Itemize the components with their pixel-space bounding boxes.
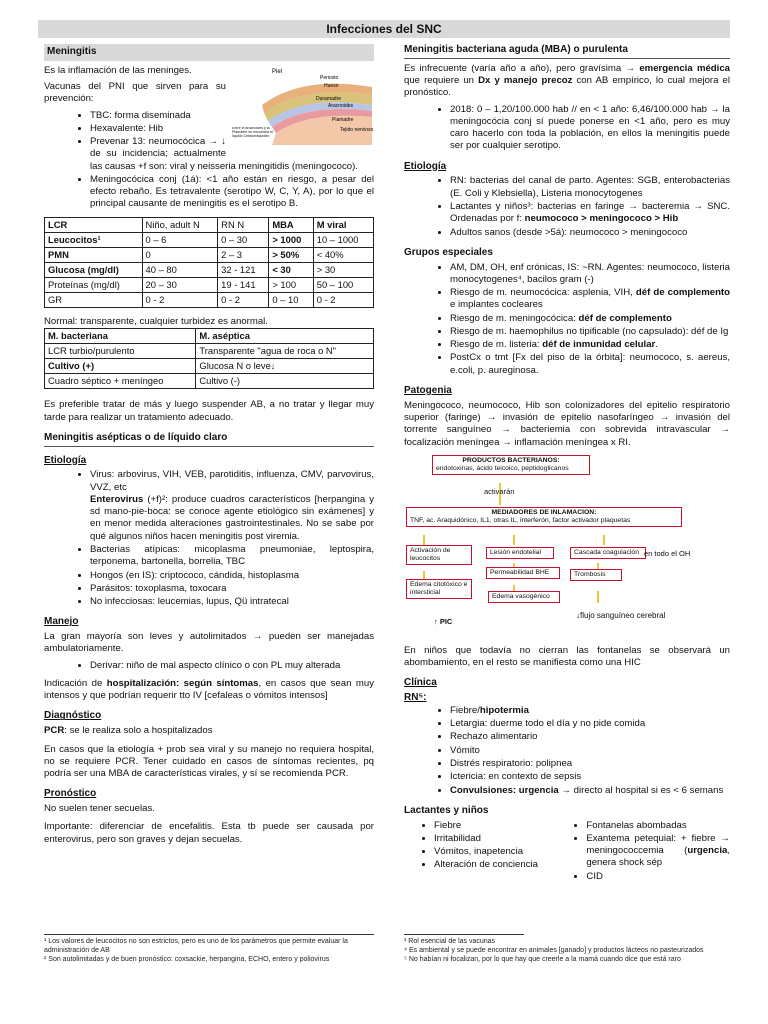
label-tejido: Tejido nervioso bbox=[340, 126, 374, 133]
list-item: • Parásitos: toxoplasma, toxocara bbox=[90, 583, 374, 595]
importante-text: Importante: diferenciar de encefalitis. Esta tb puede ser causada por enterovirus, pero son graves y dejan secuelas. bbox=[44, 821, 374, 845]
fontanelas-text: En niños que todavía no cierran las fontanelas se observará un abombamiento, en el resto se manifiesta como una HIC bbox=[404, 644, 730, 669]
manejo-list bbox=[44, 660, 374, 672]
subheading-clinica: Clínica bbox=[404, 677, 437, 689]
hospitalizacion-text: Indicación de hospitalización: según síntomas, en casos que sean muy intensos y que podrían requerir tto IV [cefaleas o vómitos intensos] bbox=[44, 677, 374, 702]
table-row bbox=[45, 262, 374, 277]
list-item: • Riesgo de m. neumocócica: asplenia, VIH, déf de complemento e implantes cocleares bbox=[450, 287, 730, 312]
table-cell: Leucocitos¹ bbox=[45, 232, 143, 247]
list-item bbox=[90, 469, 374, 543]
footnote: ¹ Los valores de leucocitos no son estrictos, pero es uno de los parámetros que permite evaluar la administración de AB bbox=[44, 938, 348, 954]
list-item: • Exantema petequial: + fiebre → meningococcemia (urgencia, genera shock sép bbox=[586, 833, 730, 870]
subheading-etiologia: Etiología bbox=[44, 454, 87, 466]
list-item: • Ictericia: en contexto de sepsis bbox=[450, 771, 730, 783]
mediadores-box: MEDIADORES DE INLAMACION: TNF, ac. Araquidónico, IL1, otras IL, interferón, factor activador plaquetas bbox=[406, 507, 682, 527]
table-cell: Cultivo (+) bbox=[45, 359, 196, 374]
list-item: • Riesgo de m. meningocócica: déf de complemento bbox=[450, 313, 730, 325]
patogenia-text: Meningococo, neumococo, Hib son colonizadores del epitelio respiratorio superior (faringe) → invasión de epitelio nasofaríngeo → invasión del torrente sanguíneo → bacteriemia con sobrevida intravascular → focalización meníngea → inflamación meníngea x RI. bbox=[404, 399, 730, 448]
list-item-text: Virus: arbovirus, VIH, VEB, parotiditis, influenza, CMV, parvovirus, VVZ, etc bbox=[90, 469, 374, 493]
edema-citotoxico-box: Edema citotóxico e intersticial bbox=[406, 579, 472, 599]
edema-vasogenico-box: Edema vasogénico bbox=[488, 591, 560, 603]
etiologia-mba-list bbox=[404, 175, 730, 238]
enterovirus-label: Enterovirus bbox=[90, 493, 144, 505]
grupos-list bbox=[404, 262, 730, 377]
preferible-text: Es preferible tratar de más y luego suspender AB, a no tratar y llegar muy tarde para realizar un tratamiento adecuado. bbox=[44, 399, 374, 423]
subheading-diagnostico: Diagnóstico bbox=[44, 710, 102, 722]
label-aracnoides: Aracnoides bbox=[328, 102, 354, 109]
patogenia-diagram bbox=[404, 453, 730, 641]
table-cell: Glucosa (mg/dl) bbox=[45, 262, 143, 277]
table-cell: 10 – 1000 bbox=[313, 232, 373, 247]
lactantes-lists bbox=[404, 820, 730, 888]
table-row bbox=[45, 247, 374, 262]
list-item: • Hongos (en IS): criptococo, cándida, histoplasma bbox=[90, 570, 374, 582]
table-row bbox=[45, 359, 374, 374]
subheading-patogenia: Patogenia bbox=[404, 384, 452, 396]
table-cell: M. bacteriana bbox=[45, 329, 196, 344]
list-item: • Riesgo de m. haemophilus no tipificable (no capsulado): déf de Ig bbox=[450, 326, 730, 338]
label-espacio: Entre el aracnoides y la Piamadre se encuentra el líquido Cefalorraquídeo bbox=[232, 126, 273, 138]
list-item: • AM, DM, OH, enf crónicas, IS: ~RN. Agentes: neumococo, listeria monocytogenes⁴, bacilos gram (-) bbox=[450, 262, 730, 287]
table-row bbox=[45, 374, 374, 389]
table-cell: < 30 bbox=[269, 262, 313, 277]
table-cell: RN N bbox=[218, 217, 269, 232]
subheading-pronostico: Pronóstico bbox=[44, 788, 97, 800]
bacteriana-aseptica-table bbox=[44, 328, 374, 389]
list-item: • Hexavalente: Hib bbox=[90, 123, 374, 135]
table-cell: 32 - 121 bbox=[218, 262, 269, 277]
right-column bbox=[404, 44, 730, 888]
etiologia-list bbox=[44, 469, 374, 608]
lesion-box: Lesión endotelial bbox=[486, 547, 554, 559]
list-item: • Alteración de conciencia bbox=[434, 859, 556, 871]
table-cell: Niño, adult N bbox=[142, 217, 218, 232]
enterovirus-text: (+f)²: produce cuadros característicos [herpangina y sd mano-pie-boca: se conoce agente etiológico sin exámenes] y en menor medida alteraciones gastrointestinales. No se sabe por qué algunos niños hacen meningitis post viremia. bbox=[90, 493, 374, 542]
table-cell: Cuadro séptico + meníngeo bbox=[45, 374, 196, 389]
list-item: • Prevenar 13: neumocócica → ↓ de su incidencia; actualmente las causas +f son: viral y neisseria meningitidis (meningococo). bbox=[90, 136, 374, 173]
rn-list bbox=[404, 705, 730, 797]
table-cell: 0 bbox=[142, 247, 218, 262]
subheading-etiologia-mba: Etiología bbox=[404, 160, 447, 172]
table-cell: PMN bbox=[45, 247, 143, 262]
footnotes-right bbox=[404, 934, 730, 964]
list-item: • Adultos sanos (desde >5á): neumococo > meningococo bbox=[450, 227, 730, 239]
lactantes-list-1 bbox=[404, 820, 556, 884]
table-row bbox=[45, 232, 374, 247]
productos-box: PRODUCTOS BACTERIANOS: endotoxinas, ácido teicoico, peptidoglicanos bbox=[432, 455, 590, 475]
table-cell: 0 – 6 bbox=[142, 232, 218, 247]
list-item: • Meningocócica conj (1á): <1 año están en riesgo, a pesar del efecto rebaño. Es tetravalente (serotipo W, C, Y, A), por lo que el principal causante de meningitis es el serotipo B. bbox=[90, 174, 374, 211]
table-cell: 50 – 100 bbox=[313, 277, 373, 292]
permeabilidad-box: Permeabilidad BHE bbox=[486, 567, 560, 579]
table-row bbox=[45, 292, 374, 307]
pic-label: ↑ PIC bbox=[434, 616, 453, 626]
list-item: • Letargia: duerme todo el día y no pide comida bbox=[450, 718, 730, 730]
meninges-illustration bbox=[232, 65, 374, 147]
activan-label: activarán bbox=[484, 486, 515, 496]
diagnostico-text: PCR: se le realiza solo a hospitalizados bbox=[44, 725, 213, 737]
label-hueso: Hueso bbox=[324, 82, 339, 89]
list-item: • Vómitos, inapetencia bbox=[434, 846, 556, 858]
table-cell: > 50% bbox=[269, 247, 313, 262]
table-cell: 0 – 30 bbox=[218, 232, 269, 247]
page-title: Infecciones del SNC bbox=[38, 20, 730, 38]
activacion-box: Activación de leucocitos bbox=[406, 545, 472, 565]
mba-list bbox=[404, 104, 730, 153]
table-cell: > 30 bbox=[313, 262, 373, 277]
table-cell: > 1000 bbox=[269, 232, 313, 247]
list-item: • Distrés respiratorio: polipnea bbox=[450, 758, 730, 770]
left-column bbox=[44, 44, 374, 850]
table-cell: LCR bbox=[45, 217, 143, 232]
label-periosto: Periosto bbox=[320, 74, 339, 81]
list-item: • RN: bacterias del canal de parto. Agentes: SGB, enterobacterias (E. Coli y Klebsiella), Listeria monocytogenes bbox=[450, 175, 730, 200]
label-piel: Piel bbox=[272, 68, 283, 75]
table-cell: 0 – 10 bbox=[269, 292, 313, 307]
table-row bbox=[45, 217, 374, 232]
trombosis-box: Trombosis bbox=[570, 569, 622, 581]
lactantes-list-2 bbox=[556, 820, 730, 884]
table-cell: Glucosa N o leve↓ bbox=[196, 359, 374, 374]
list-item: • PostCx o tmt [Fx del piso de la órbita]: neumococo, s. aereus, e.coli, p. aureginosa. bbox=[450, 352, 730, 377]
subheading-manejo: Manejo bbox=[44, 616, 79, 628]
table-cell: Transparente "agua de roca o N" bbox=[196, 344, 374, 359]
subheading-grupos: Grupos especiales bbox=[404, 246, 493, 258]
list-item: • Fiebre/hipotermia bbox=[450, 705, 730, 717]
section-heading-meningitis: Meningitis bbox=[44, 44, 374, 61]
footnotes-left bbox=[44, 934, 374, 964]
pronostico-text: No suelen tener secuelas. bbox=[44, 803, 155, 815]
table-cell: Proteínas (mg/dl) bbox=[45, 277, 143, 292]
table-cell: > 100 bbox=[269, 277, 313, 292]
list-item: • Lactantes y niños³: bacterias en faringe → bacteremia → SNC. Ordenadas por f: neumococo > meningococo > Hib bbox=[450, 201, 730, 226]
table-cell: 40 – 80 bbox=[142, 262, 218, 277]
table-cell: 0 - 2 bbox=[313, 292, 373, 307]
table-cell: 20 – 30 bbox=[142, 277, 218, 292]
normal-note: Normal: transparente, cualquier turbidez es anormal. bbox=[44, 315, 268, 327]
footnote: ⁵ No habían ni focalizan, por lo que hay que creerle a la mamá cuando dice que está raro bbox=[404, 955, 681, 963]
table-cell: M. aséptica bbox=[196, 329, 374, 344]
table-cell: 19 - 141 bbox=[218, 277, 269, 292]
list-item: • Riesgo de m. listeria: déf de inmunidad celular. bbox=[450, 339, 730, 351]
list-item: • Rechazo alimentario bbox=[450, 731, 730, 743]
flujo-label: ↓flujo sanguíneo cerebral bbox=[576, 610, 666, 620]
list-item: • CID bbox=[586, 871, 730, 883]
list-item: • No infecciosas: leucemias, lupus, Qü intratecal bbox=[90, 596, 374, 608]
table-cell: MBA bbox=[269, 217, 313, 232]
section-heading-mba: Meningitis bacteriana aguda (MBA) o purulenta bbox=[404, 44, 730, 59]
table-cell: LCR turbio/purulento bbox=[45, 344, 196, 359]
list-item: • Fiebre bbox=[434, 820, 556, 832]
list-item: • Irritabilidad bbox=[434, 833, 556, 845]
manejo-text: La gran mayoría son leves y autolimitados → pueden ser manejadas ambulatoriamente. bbox=[44, 631, 374, 655]
mba-intro: Es infrecuente (varía año a año), pero gravísima → emergencia médica que requiere un Dx y manejo precoz con AB empírico, lo cual mejora el pronóstico. bbox=[404, 62, 731, 99]
list-item: • Vómito bbox=[450, 745, 730, 757]
vacunas-intro: Vacunas del PNI que sirven para su prevención: bbox=[44, 81, 226, 105]
list-item: • Derivar: niño de mal aspecto clínico o con PL muy alterada bbox=[90, 660, 374, 672]
section-heading-asepticas: Meningitis asépticas o de líquido claro bbox=[44, 432, 374, 447]
table-row bbox=[45, 344, 374, 359]
subheading-lactantes: Lactantes y niños bbox=[404, 804, 489, 816]
table-cell: 2 – 3 bbox=[218, 247, 269, 262]
table-row bbox=[45, 329, 374, 344]
list-item: • Bacterias atípicas: micoplasma pneumoniae, leptospira, terponema, bartonella, borrelia, TBC bbox=[90, 544, 374, 569]
lcr-table bbox=[44, 217, 374, 308]
footnote: ³ Rol esencial de las vacunas bbox=[404, 938, 496, 945]
list-item: • 2018: 0 – 1,20/100.000 hab // en < 1 año: 6,46/100.000 hab → la meningocócia conj sí puede ponerse en <1 año, pero es muy caro hacerlo con toda la población, en ellos la meningitis puede ser por cualquier serotipo. bbox=[450, 104, 730, 153]
label-duramadre: Duramadre bbox=[316, 95, 342, 102]
en-todo-label: en todo el OH bbox=[644, 548, 691, 558]
label-piamadre: Piamadre bbox=[332, 116, 354, 123]
footnote: ² Son autolimitadas y de buen pronóstico: coxsackie, herpangina, ECHO, entero y poliovirus bbox=[44, 955, 330, 963]
table-cell: 0 - 2 bbox=[218, 292, 269, 307]
subheading-rn: RN⁵: bbox=[404, 692, 427, 704]
diagnostico-text-2: En casos que la etiología + prob sea viral y su manejo no requiera hospital, no se requiere PCR. Tener cuidado en casos de síntomas recientes, pq podría ser una MBA de características virales, y sí se recomienda PCR. bbox=[44, 743, 374, 780]
table-cell: < 40% bbox=[313, 247, 373, 262]
table-cell: GR bbox=[45, 292, 143, 307]
list-item: • TBC: forma diseminada bbox=[90, 110, 374, 122]
table-row bbox=[45, 277, 374, 292]
table-cell: 0 - 2 bbox=[142, 292, 218, 307]
table-cell: Cultivo (-) bbox=[196, 374, 374, 389]
list-item: • Fontanelas abombadas bbox=[586, 820, 730, 832]
footnote: ⁴ Es ambiental y se puede encontrar en animales [ganado] y productos lácteos no pasteurizados bbox=[404, 946, 704, 954]
table-cell: M viral bbox=[313, 217, 373, 232]
cascada-box: Cascada coagulación bbox=[570, 547, 646, 559]
list-item: • Convulsiones: urgencia → directo al hospital si es < 6 semans bbox=[450, 785, 730, 797]
meningitis-definition: Es la inflamación de las meninges. bbox=[44, 64, 192, 76]
